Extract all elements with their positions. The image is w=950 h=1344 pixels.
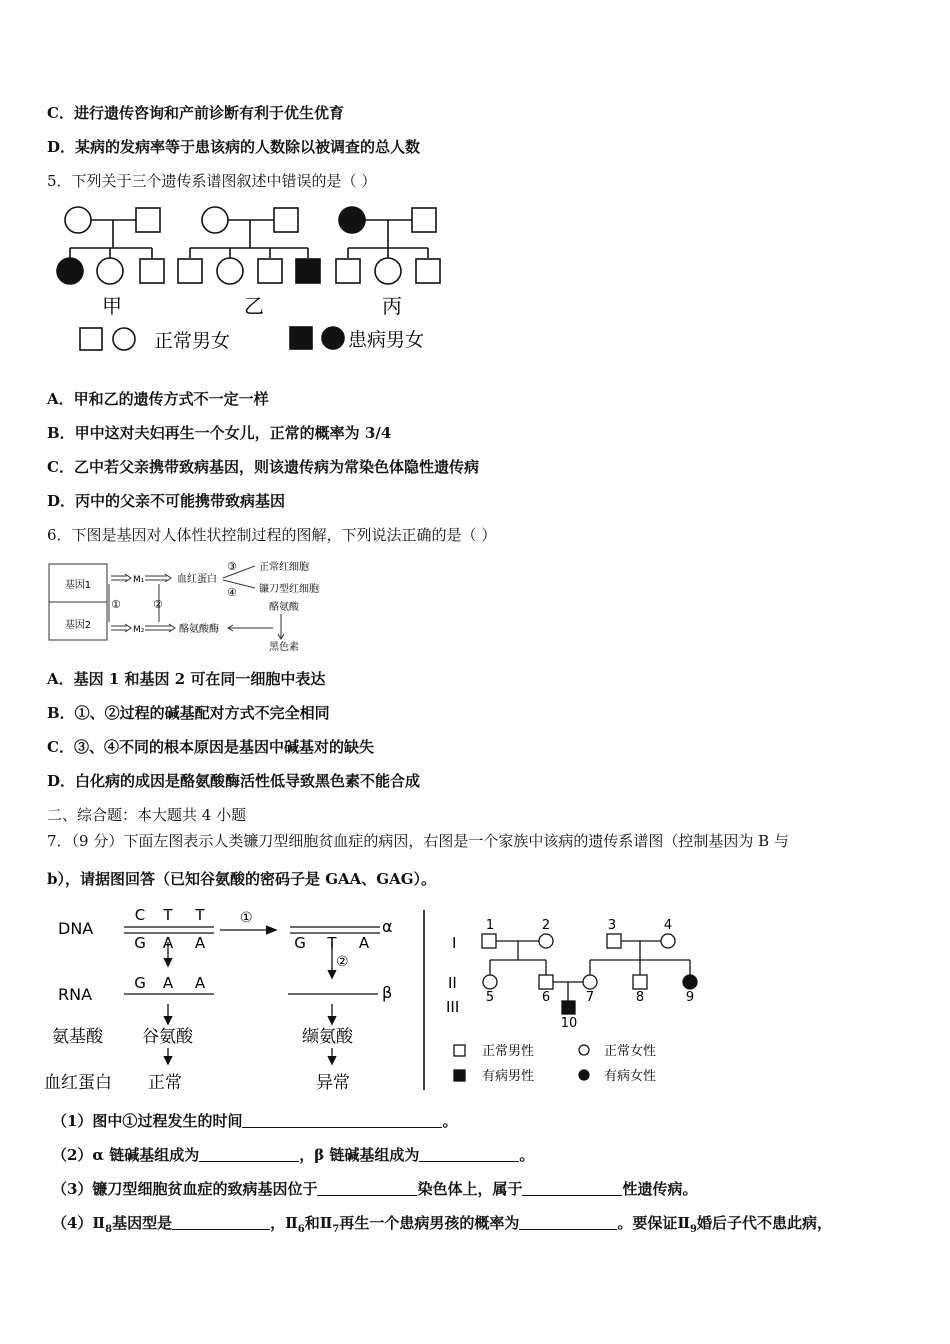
q5-option-b: B．甲中这对夫妇再生一个女儿，正常的概率为 3/4 [47, 424, 392, 442]
tyrosinase-label: 酪氨酸酶 [179, 624, 219, 635]
ind-5: 5 [485, 990, 495, 1005]
yi-normal-son-2 [258, 259, 282, 283]
glutamic-acid-label: 谷氨酸 [142, 1027, 193, 1047]
s1-end: 。 [442, 1112, 458, 1130]
hemoglobin-label-q7: 血红蛋白 [44, 1073, 112, 1093]
legend-affected-text: 患病男女 [348, 329, 425, 351]
dna-label: DNA [58, 919, 94, 938]
s4-sub-7: 7 [332, 1224, 340, 1235]
s4-text-f: 。要保证Ⅱ [617, 1214, 690, 1232]
rna-base-1: G [134, 974, 146, 992]
question-7-stem-line1: 7．（9 分）下面左图表示人类镰刀型细胞贫血症的病因，右图是一个家族中该病的遗传系谱图（控制基因为 B 与 [47, 832, 789, 850]
legend-normal-male-text: 正常男性 [482, 1044, 535, 1059]
s2-end: 。 [519, 1146, 535, 1164]
pedigree-figure-q5 [50, 200, 450, 360]
s4-text-g: 婚后子代不患此病， [696, 1214, 832, 1232]
bing-normal-son-2 [416, 259, 440, 283]
option-c-previous: C．进行遗传咨询和产前诊断有利于优生优育 [47, 104, 344, 122]
step1-label-q7: ① [240, 910, 253, 926]
rna-label: RNA [58, 985, 93, 1004]
s3-text-a: （3）镰刀型细胞贫血症的致病基因位于 [52, 1180, 318, 1198]
alpha-label: α [382, 917, 393, 936]
s4-sub-9: 9 [690, 1224, 697, 1235]
s2-text-b: ，β 链碱基组成为 [299, 1146, 420, 1164]
dna-bottom-base-3: A [194, 934, 206, 952]
bing-affected-mother [339, 207, 365, 233]
step4-label: ④ [227, 586, 237, 599]
s1-blank[interactable] [242, 1113, 442, 1128]
s4-text-e: 再生一个患病男孩的概率为 [339, 1214, 520, 1232]
rna-base-3: A [194, 974, 206, 992]
gene2-label: 基因2 [64, 620, 92, 631]
legend-affected-male-text: 有病男性 [482, 1069, 535, 1084]
step2-label: ② [153, 598, 163, 611]
s3-blank-inheritance[interactable] [522, 1181, 622, 1196]
jia-mother-symbol [65, 207, 91, 233]
q6-option-b: B．①、②过程的碱基配对方式不完全相同 [47, 704, 330, 722]
s2-blank-beta[interactable] [419, 1147, 519, 1162]
s4-text-c: ，Ⅱ [270, 1214, 298, 1232]
generation-III: III [446, 998, 460, 1016]
question-6-stem: 6．下图是基因对人体性状控制过程的图解，下列说法正确的是（ ） [47, 526, 497, 544]
tyrosine-label: 酪氨酸 [269, 602, 299, 613]
question-5-stem: 5．下列关于三个遗传系谱图叙述中错误的是（ ） [47, 172, 377, 190]
s1-text: （1）图中①过程发生的时间 [52, 1112, 243, 1130]
q5-option-d: D．丙中的父亲不可能携带致病基因 [47, 492, 286, 510]
dna-bottom-base-1: G [134, 934, 146, 952]
s4-sub-8: 8 [105, 1224, 113, 1235]
m1-label: M₁ [133, 575, 145, 585]
q5-option-c: C．乙中若父亲携带致病基因，则该遗传病为常染色体隐性遗传病 [47, 458, 479, 476]
jia-father-symbol [136, 208, 160, 232]
s4-text-a: （4）Ⅱ [52, 1214, 106, 1232]
dna-top-base-2: T [163, 906, 173, 924]
s4-text-d: 和Ⅱ [304, 1214, 333, 1232]
s4-blank-genotype[interactable] [172, 1215, 270, 1230]
dna-bottom-base-2: A [162, 934, 174, 952]
normal-label: 正常 [148, 1073, 182, 1093]
dna-top-base-3: T [195, 906, 205, 924]
s4-sub-6: 6 [297, 1224, 305, 1235]
legend-affected-male [290, 327, 312, 349]
q6-option-c: C．③、④不同的根本原因是基因中碱基对的缺失 [47, 738, 374, 756]
s4-blank-probability[interactable] [519, 1215, 617, 1230]
q6-option-a: A．基因 1 和基因 2 可在同一细胞中表达 [47, 670, 326, 688]
step1-label: ① [111, 598, 121, 611]
bing-normal-daughter [375, 258, 401, 284]
legend-normal-female [113, 328, 135, 350]
step3-label: ③ [227, 560, 237, 573]
mut-bottom-base-1: G [294, 934, 306, 952]
gene-control-diagram-q6 [47, 558, 337, 654]
s2-blank-alpha[interactable] [199, 1147, 299, 1162]
label-jia: 甲 [102, 294, 122, 318]
ind-1: 1 [485, 918, 495, 933]
bing-normal-son-1 [336, 259, 360, 283]
beta-label: β [382, 983, 393, 1002]
legend-normal-text: 正常男女 [154, 330, 231, 352]
ind-8: 8 [635, 990, 645, 1005]
amino-acid-label: 氨基酸 [52, 1027, 103, 1047]
subquestion-2 [52, 1144, 534, 1165]
q6-option-d: D．白化病的成因是酪氨酸酶活性低导致黑色素不能合成 [47, 772, 421, 790]
yi-mother-symbol [202, 207, 228, 233]
subquestion-4 [52, 1212, 832, 1235]
legend-normal-female-text: 正常女性 [604, 1044, 657, 1059]
q5-option-a: A．甲和乙的遗传方式不一定一样 [47, 390, 269, 408]
ind-9: 9 [685, 990, 695, 1005]
subquestion-3 [52, 1178, 697, 1199]
jia-normal-daughter [97, 258, 123, 284]
gene1-label: 基因1 [64, 580, 92, 591]
section-2-heading: 二、综合题：本大题共 4 小题 [47, 806, 247, 824]
ind-6: 6 [541, 990, 551, 1005]
generation-I: I [452, 934, 457, 952]
jia-normal-son [140, 259, 164, 283]
yi-father-symbol [274, 208, 298, 232]
ind-7: 7 [585, 990, 595, 1005]
legend-affected-female [322, 327, 344, 349]
s3-blank-chromosome[interactable] [317, 1181, 417, 1196]
ind-10: 10 [560, 1016, 578, 1031]
subquestion-1 [52, 1110, 457, 1131]
ind-4: 4 [663, 918, 673, 933]
s4-text-b: 基因型是 [112, 1214, 173, 1232]
label-yi: 乙 [244, 294, 264, 318]
jia-affected-daughter [57, 258, 83, 284]
mut-bottom-base-2: T [327, 934, 337, 952]
valine-label: 缬氨酸 [302, 1027, 353, 1047]
label-bing: 丙 [382, 294, 402, 318]
normal-rbc-label: 正常红细胞 [259, 562, 309, 573]
rna-base-2: A [162, 974, 174, 992]
sickle-rbc-label: 镰刀型红细胞 [259, 584, 319, 595]
ind-2: 2 [541, 918, 551, 933]
bing-father-symbol [412, 208, 436, 232]
legend-affected-female-text: 有病女性 [604, 1069, 657, 1084]
generation-II: II [448, 974, 457, 992]
s3-text-b: 染色体上，属于 [417, 1180, 523, 1198]
s2-text-a: （2）α 链碱基组成为 [52, 1146, 200, 1164]
ind-3: 3 [607, 918, 617, 933]
yi-affected-son [296, 259, 320, 283]
s3-end: 性遗传病。 [622, 1180, 698, 1198]
abnormal-label: 异常 [316, 1073, 350, 1093]
dna-top-base-1: C [134, 906, 146, 924]
option-d-previous: D．某病的发病率等于患该病的人数除以被调查的总人数 [47, 138, 421, 156]
question-7-stem-line2: b），请据图回答（已知谷氨酸的密码子是 GAA、GAG）。 [47, 870, 437, 888]
yi-normal-daughter [217, 258, 243, 284]
mut-bottom-base-3: A [358, 934, 370, 952]
sickle-cell-diagram-q7 [44, 900, 704, 1096]
step2-label-q7: ② [336, 954, 349, 970]
legend-normal-male [80, 328, 102, 350]
hemoglobin-label: 血红蛋白 [177, 574, 217, 585]
melanin-label: 黑色素 [269, 642, 299, 653]
yi-normal-son-1 [178, 259, 202, 283]
m2-label: M₂ [133, 625, 145, 635]
